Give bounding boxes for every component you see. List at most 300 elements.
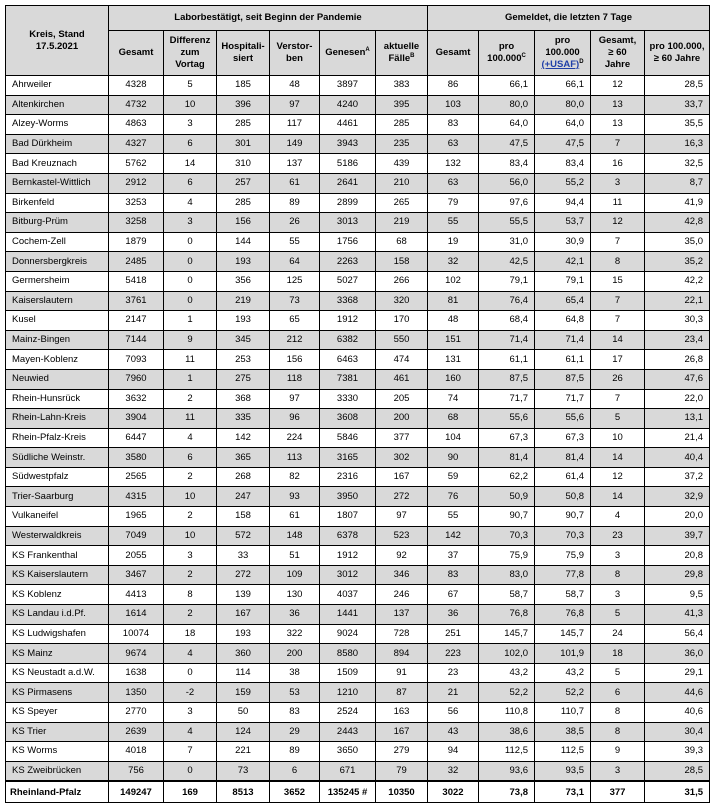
cell-pro100k-usaf: 70,3 (535, 526, 591, 546)
table-row (6, 369, 710, 389)
cell-verstorben: 64 (270, 252, 320, 272)
cell-gesamt7: 160 (428, 369, 479, 389)
cell-kreis: Alzey-Worms (6, 115, 109, 135)
cell-verstorben: 130 (270, 585, 320, 605)
cell-verstorben: 117 (270, 115, 320, 135)
cell-genesen: 6463 (320, 350, 376, 370)
cell-genesen: 1912 (320, 311, 376, 331)
cell-verstorben: 113 (270, 448, 320, 468)
cell-differenz: 1 (164, 369, 217, 389)
cell-gesamt7: 56 (428, 703, 479, 723)
cell-kreis: KS Trier (6, 722, 109, 742)
cell-verstorben: 82 (270, 467, 320, 487)
cell-differenz: 3 (164, 213, 217, 233)
cell-hospitalisiert: 144 (217, 232, 270, 252)
cell-kreis: Trier-Saarburg (6, 487, 109, 507)
cell-gesamt: 1638 (109, 663, 164, 683)
cell-aktuelle: 285 (376, 115, 428, 135)
cell-gesamt7: 83 (428, 115, 479, 135)
cell-gesamt60: 5 (591, 605, 645, 625)
cell-hospitalisiert: 73 (217, 761, 270, 781)
cell-gesamt7: 86 (428, 76, 479, 96)
cell-gesamt: 2055 (109, 546, 164, 566)
cell-aktuelle: 272 (376, 487, 428, 507)
cell-genesen: 3950 (320, 487, 376, 507)
cell-pro100k-usaf: 52,2 (535, 683, 591, 703)
covid-statistics-table (5, 5, 710, 803)
cell-pro100k-usaf: 83,4 (535, 154, 591, 174)
total-hospitalisiert: 8513 (217, 781, 270, 803)
cell-gesamt: 10074 (109, 624, 164, 644)
cell-pro100k60: 30,4 (645, 722, 710, 742)
cell-pro100k60: 16,3 (645, 134, 710, 154)
cell-pro100k60: 23,4 (645, 330, 710, 350)
cell-aktuelle: 279 (376, 742, 428, 762)
cell-gesamt: 3904 (109, 409, 164, 429)
total-pro100k-usaf: 73,1 (535, 781, 591, 803)
table-row (6, 193, 710, 213)
cell-hospitalisiert: 185 (217, 76, 270, 96)
cell-verstorben: 97 (270, 95, 320, 115)
cell-verstorben: 65 (270, 311, 320, 331)
cell-kreis: Mayen-Koblenz (6, 350, 109, 370)
cell-aktuelle: 87 (376, 683, 428, 703)
table-row (6, 467, 710, 487)
cell-gesamt7: 102 (428, 271, 479, 291)
cell-gesamt7: 55 (428, 507, 479, 527)
cell-pro100k: 55,5 (479, 213, 535, 233)
cell-aktuelle: 523 (376, 526, 428, 546)
cell-gesamt7: 104 (428, 428, 479, 448)
cell-gesamt: 4315 (109, 487, 164, 507)
cell-gesamt60: 7 (591, 134, 645, 154)
cell-gesamt7: 132 (428, 154, 479, 174)
cell-kreis: Rhein-Pfalz-Kreis (6, 428, 109, 448)
cell-genesen: 3608 (320, 409, 376, 429)
total-genesen: 135245 # (320, 781, 376, 803)
cell-pro100k: 93,6 (479, 761, 535, 781)
cell-gesamt60: 3 (591, 585, 645, 605)
cell-differenz: 4 (164, 428, 217, 448)
cell-kreis: Bitburg-Prüm (6, 213, 109, 233)
cell-genesen: 1441 (320, 605, 376, 625)
cell-pro100k: 81,4 (479, 448, 535, 468)
cell-differenz: 4 (164, 193, 217, 213)
cell-kreis: Westerwaldkreis (6, 526, 109, 546)
cell-kreis: KS Kaiserslautern (6, 565, 109, 585)
cell-pro100k: 61,1 (479, 350, 535, 370)
cell-pro100k: 67,3 (479, 428, 535, 448)
cell-pro100k-usaf: 90,7 (535, 507, 591, 527)
header-gesamt: Gesamt (109, 31, 164, 76)
cell-differenz: 0 (164, 663, 217, 683)
cell-gesamt: 2639 (109, 722, 164, 742)
cell-pro100k-usaf: 30,9 (535, 232, 591, 252)
cell-verstorben: 51 (270, 546, 320, 566)
cell-kreis: Vulkaneifel (6, 507, 109, 527)
cell-gesamt: 7144 (109, 330, 164, 350)
cell-gesamt7: 90 (428, 448, 479, 468)
header-pro-100000-footnote: C (521, 52, 526, 59)
cell-pro100k60: 44,6 (645, 683, 710, 703)
cell-gesamt7: 223 (428, 644, 479, 664)
cell-genesen: 2641 (320, 173, 376, 193)
cell-gesamt: 6447 (109, 428, 164, 448)
cell-aktuelle: 167 (376, 467, 428, 487)
cell-pro100k-usaf: 61,1 (535, 350, 591, 370)
cell-gesamt60: 14 (591, 448, 645, 468)
cell-differenz: 11 (164, 409, 217, 429)
cell-genesen: 1509 (320, 663, 376, 683)
cell-pro100k: 31,0 (479, 232, 535, 252)
table-row (6, 271, 710, 291)
cell-gesamt7: 79 (428, 193, 479, 213)
table-row (6, 722, 710, 742)
cell-pro100k60: 41,3 (645, 605, 710, 625)
cell-verstorben: 53 (270, 683, 320, 703)
cell-pro100k60: 29,8 (645, 565, 710, 585)
header-pro-100000-label: pro 100.000 (487, 41, 522, 64)
cell-pro100k-usaf: 65,4 (535, 291, 591, 311)
cell-verstorben: 83 (270, 703, 320, 723)
cell-verstorben: 29 (270, 722, 320, 742)
cell-pro100k-usaf: 42,1 (535, 252, 591, 272)
cell-gesamt60: 3 (591, 546, 645, 566)
cell-differenz: -2 (164, 683, 217, 703)
cell-aktuelle: 170 (376, 311, 428, 331)
cell-kreis: KS Koblenz (6, 585, 109, 605)
cell-kreis: Kusel (6, 311, 109, 331)
cell-aktuelle: 68 (376, 232, 428, 252)
cell-differenz: 1 (164, 311, 217, 331)
cell-pro100k60: 33,7 (645, 95, 710, 115)
cell-gesamt7: 74 (428, 389, 479, 409)
cell-pro100k-usaf: 93,5 (535, 761, 591, 781)
cell-pro100k: 110,8 (479, 703, 535, 723)
header-aktuelle-label: aktuelle Fälle (383, 41, 420, 64)
table-row (6, 703, 710, 723)
cell-differenz: 2 (164, 467, 217, 487)
header-genesen-label: Genesen (325, 47, 366, 58)
cell-gesamt: 3761 (109, 291, 164, 311)
cell-aktuelle: 92 (376, 546, 428, 566)
total-gesamt60: 377 (591, 781, 645, 803)
cell-aktuelle: 266 (376, 271, 428, 291)
cell-gesamt60: 18 (591, 644, 645, 664)
cell-pro100k60: 39,7 (645, 526, 710, 546)
cell-pro100k-usaf: 67,3 (535, 428, 591, 448)
total-pro100k: 73,8 (479, 781, 535, 803)
cell-gesamt60: 3 (591, 761, 645, 781)
cell-gesamt7: 32 (428, 252, 479, 272)
cell-pro100k: 70,3 (479, 526, 535, 546)
cell-gesamt60: 5 (591, 663, 645, 683)
cell-pro100k: 87,5 (479, 369, 535, 389)
cell-verstorben: 89 (270, 193, 320, 213)
cell-verstorben: 73 (270, 291, 320, 311)
cell-pro100k-usaf: 66,1 (535, 76, 591, 96)
table-row (6, 585, 710, 605)
cell-verstorben: 118 (270, 369, 320, 389)
cell-gesamt60: 17 (591, 350, 645, 370)
cell-hospitalisiert: 275 (217, 369, 270, 389)
cell-verstorben: 26 (270, 213, 320, 233)
cell-pro100k: 52,2 (479, 683, 535, 703)
cell-gesamt: 4328 (109, 76, 164, 96)
cell-pro100k: 66,1 (479, 76, 535, 96)
cell-verstorben: 148 (270, 526, 320, 546)
cell-gesamt60: 5 (591, 409, 645, 429)
cell-aktuelle: 210 (376, 173, 428, 193)
cell-kreis: Mainz-Bingen (6, 330, 109, 350)
cell-differenz: 10 (164, 487, 217, 507)
cell-pro100k: 90,7 (479, 507, 535, 527)
cell-pro100k-usaf: 110,7 (535, 703, 591, 723)
cell-gesamt: 756 (109, 761, 164, 781)
cell-aktuelle: 320 (376, 291, 428, 311)
cell-genesen: 7381 (320, 369, 376, 389)
cell-gesamt60: 14 (591, 330, 645, 350)
table-row (6, 232, 710, 252)
cell-gesamt: 1350 (109, 683, 164, 703)
cell-kreis: Rhein-Lahn-Kreis (6, 409, 109, 429)
cell-hospitalisiert: 301 (217, 134, 270, 154)
table-row (6, 311, 710, 331)
cell-pro100k60: 30,3 (645, 311, 710, 331)
cell-hospitalisiert: 365 (217, 448, 270, 468)
cell-hospitalisiert: 345 (217, 330, 270, 350)
cell-gesamt: 2565 (109, 467, 164, 487)
cell-aktuelle: 550 (376, 330, 428, 350)
header-aktuelle-faelle (376, 31, 428, 76)
cell-aktuelle: 137 (376, 605, 428, 625)
cell-hospitalisiert: 193 (217, 252, 270, 272)
cell-genesen: 4037 (320, 585, 376, 605)
cell-gesamt60: 12 (591, 467, 645, 487)
cell-kreis: Altenkirchen (6, 95, 109, 115)
cell-pro100k60: 28,5 (645, 761, 710, 781)
cell-pro100k-usaf: 101,9 (535, 644, 591, 664)
cell-pro100k-usaf: 79,1 (535, 271, 591, 291)
cell-aktuelle: 246 (376, 585, 428, 605)
cell-gesamt: 2485 (109, 252, 164, 272)
cell-gesamt60: 24 (591, 624, 645, 644)
cell-gesamt7: 19 (428, 232, 479, 252)
table-row (6, 291, 710, 311)
cell-gesamt60: 11 (591, 193, 645, 213)
cell-kreis: KS Neustadt a.d.W. (6, 663, 109, 683)
total-verstorben: 3652 (270, 781, 320, 803)
cell-gesamt: 5418 (109, 271, 164, 291)
cell-pro100k: 56,0 (479, 173, 535, 193)
cell-gesamt60: 8 (591, 722, 645, 742)
cell-genesen: 2263 (320, 252, 376, 272)
cell-hospitalisiert: 167 (217, 605, 270, 625)
cell-hospitalisiert: 50 (217, 703, 270, 723)
cell-gesamt7: 48 (428, 311, 479, 331)
cell-verstorben: 137 (270, 154, 320, 174)
cell-verstorben: 36 (270, 605, 320, 625)
cell-hospitalisiert: 219 (217, 291, 270, 311)
cell-pro100k: 71,7 (479, 389, 535, 409)
cell-aktuelle: 167 (376, 722, 428, 742)
cell-gesamt7: 67 (428, 585, 479, 605)
cell-pro100k: 83,4 (479, 154, 535, 174)
cell-verstorben: 149 (270, 134, 320, 154)
cell-pro100k: 97,6 (479, 193, 535, 213)
cell-pro100k: 47,5 (479, 134, 535, 154)
cell-hospitalisiert: 247 (217, 487, 270, 507)
cell-kreis: Ahrweiler (6, 76, 109, 96)
cell-differenz: 6 (164, 173, 217, 193)
header-gesamt-7tage: Gesamt (428, 31, 479, 76)
table-row (6, 134, 710, 154)
cell-gesamt: 2147 (109, 311, 164, 331)
header-verstorben: Verstor-ben (270, 31, 320, 76)
cell-hospitalisiert: 310 (217, 154, 270, 174)
cell-differenz: 3 (164, 546, 217, 566)
cell-gesamt: 4732 (109, 95, 164, 115)
cell-aktuelle: 163 (376, 703, 428, 723)
cell-genesen: 3013 (320, 213, 376, 233)
cell-gesamt60: 4 (591, 507, 645, 527)
table-row (6, 761, 710, 781)
cell-verstorben: 48 (270, 76, 320, 96)
cell-pro100k-usaf: 61,4 (535, 467, 591, 487)
cell-verstorben: 109 (270, 565, 320, 585)
cell-genesen: 9024 (320, 624, 376, 644)
total-differenz: 169 (164, 781, 217, 803)
cell-pro100k60: 39,3 (645, 742, 710, 762)
cell-aktuelle: 377 (376, 428, 428, 448)
cell-hospitalisiert: 360 (217, 644, 270, 664)
cell-aktuelle: 79 (376, 761, 428, 781)
cell-gesamt60: 6 (591, 683, 645, 703)
cell-aktuelle: 265 (376, 193, 428, 213)
cell-pro100k-usaf: 53,7 (535, 213, 591, 233)
cell-genesen: 3897 (320, 76, 376, 96)
total-pro100k60: 31,5 (645, 781, 710, 803)
table-body (6, 76, 710, 782)
cell-pro100k60: 47,6 (645, 369, 710, 389)
cell-hospitalisiert: 335 (217, 409, 270, 429)
cell-genesen: 1756 (320, 232, 376, 252)
cell-gesamt: 3258 (109, 213, 164, 233)
table-row (6, 683, 710, 703)
cell-pro100k: 42,5 (479, 252, 535, 272)
header-group-gemeldet: Gemeldet, die letzten 7 Tage (428, 6, 710, 31)
table-row (6, 644, 710, 664)
cell-genesen: 3943 (320, 134, 376, 154)
cell-genesen: 1912 (320, 546, 376, 566)
table-row (6, 448, 710, 468)
cell-pro100k-usaf: 87,5 (535, 369, 591, 389)
cell-differenz: 0 (164, 291, 217, 311)
cell-gesamt: 1879 (109, 232, 164, 252)
cell-genesen: 8580 (320, 644, 376, 664)
cell-hospitalisiert: 114 (217, 663, 270, 683)
cell-differenz: 2 (164, 389, 217, 409)
cell-gesamt60: 13 (591, 115, 645, 135)
usaf-link[interactable]: (+USAF) (541, 59, 580, 70)
cell-genesen: 6382 (320, 330, 376, 350)
cell-pro100k60: 21,4 (645, 428, 710, 448)
cell-hospitalisiert: 396 (217, 95, 270, 115)
cell-verstorben: 61 (270, 173, 320, 193)
cell-gesamt7: 103 (428, 95, 479, 115)
cell-pro100k60: 41,9 (645, 193, 710, 213)
cell-gesamt: 3467 (109, 565, 164, 585)
table-row (6, 213, 710, 233)
cell-genesen: 671 (320, 761, 376, 781)
table-row (6, 526, 710, 546)
table-row (6, 76, 710, 96)
table-row (6, 350, 710, 370)
cell-gesamt7: 251 (428, 624, 479, 644)
cell-pro100k60: 35,2 (645, 252, 710, 272)
cell-gesamt60: 7 (591, 232, 645, 252)
cell-aktuelle: 219 (376, 213, 428, 233)
cell-gesamt: 3632 (109, 389, 164, 409)
cell-hospitalisiert: 268 (217, 467, 270, 487)
cell-pro100k: 76,4 (479, 291, 535, 311)
cell-hospitalisiert: 193 (217, 311, 270, 331)
cell-differenz: 0 (164, 271, 217, 291)
cell-pro100k-usaf: 80,0 (535, 95, 591, 115)
cell-pro100k60: 40,6 (645, 703, 710, 723)
cell-gesamt: 1614 (109, 605, 164, 625)
cell-kreis: Südliche Weinstr. (6, 448, 109, 468)
header-pro-100000-usaf (535, 31, 591, 76)
cell-gesamt: 7093 (109, 350, 164, 370)
cell-pro100k60: 28,5 (645, 76, 710, 96)
cell-pro100k: 64,0 (479, 115, 535, 135)
table-row (6, 565, 710, 585)
cell-pro100k-usaf: 81,4 (535, 448, 591, 468)
cell-verstorben: 224 (270, 428, 320, 448)
cell-gesamt: 7960 (109, 369, 164, 389)
cell-genesen: 6378 (320, 526, 376, 546)
table-row (6, 624, 710, 644)
cell-gesamt60: 7 (591, 311, 645, 331)
cell-gesamt60: 23 (591, 526, 645, 546)
cell-genesen: 1807 (320, 507, 376, 527)
cell-kreis: KS Zweibrücken (6, 761, 109, 781)
cell-pro100k-usaf: 75,9 (535, 546, 591, 566)
cell-verstorben: 55 (270, 232, 320, 252)
cell-pro100k60: 29,1 (645, 663, 710, 683)
cell-gesamt60: 15 (591, 271, 645, 291)
cell-gesamt7: 151 (428, 330, 479, 350)
cell-gesamt7: 81 (428, 291, 479, 311)
cell-differenz: 2 (164, 507, 217, 527)
cell-differenz: 2 (164, 605, 217, 625)
cell-kreis: Rhein-Hunsrück (6, 389, 109, 409)
table-header (6, 6, 710, 76)
cell-pro100k60: 13,1 (645, 409, 710, 429)
cell-kreis: KS Ludwigshafen (6, 624, 109, 644)
cell-gesamt60: 16 (591, 154, 645, 174)
cell-differenz: 9 (164, 330, 217, 350)
cell-kreis: KS Worms (6, 742, 109, 762)
cell-pro100k60: 35,5 (645, 115, 710, 135)
cell-differenz: 6 (164, 134, 217, 154)
table-row (6, 173, 710, 193)
table-row (6, 409, 710, 429)
cell-hospitalisiert: 124 (217, 722, 270, 742)
cell-pro100k60: 22,1 (645, 291, 710, 311)
header-genesen-footnote: A (365, 46, 370, 53)
